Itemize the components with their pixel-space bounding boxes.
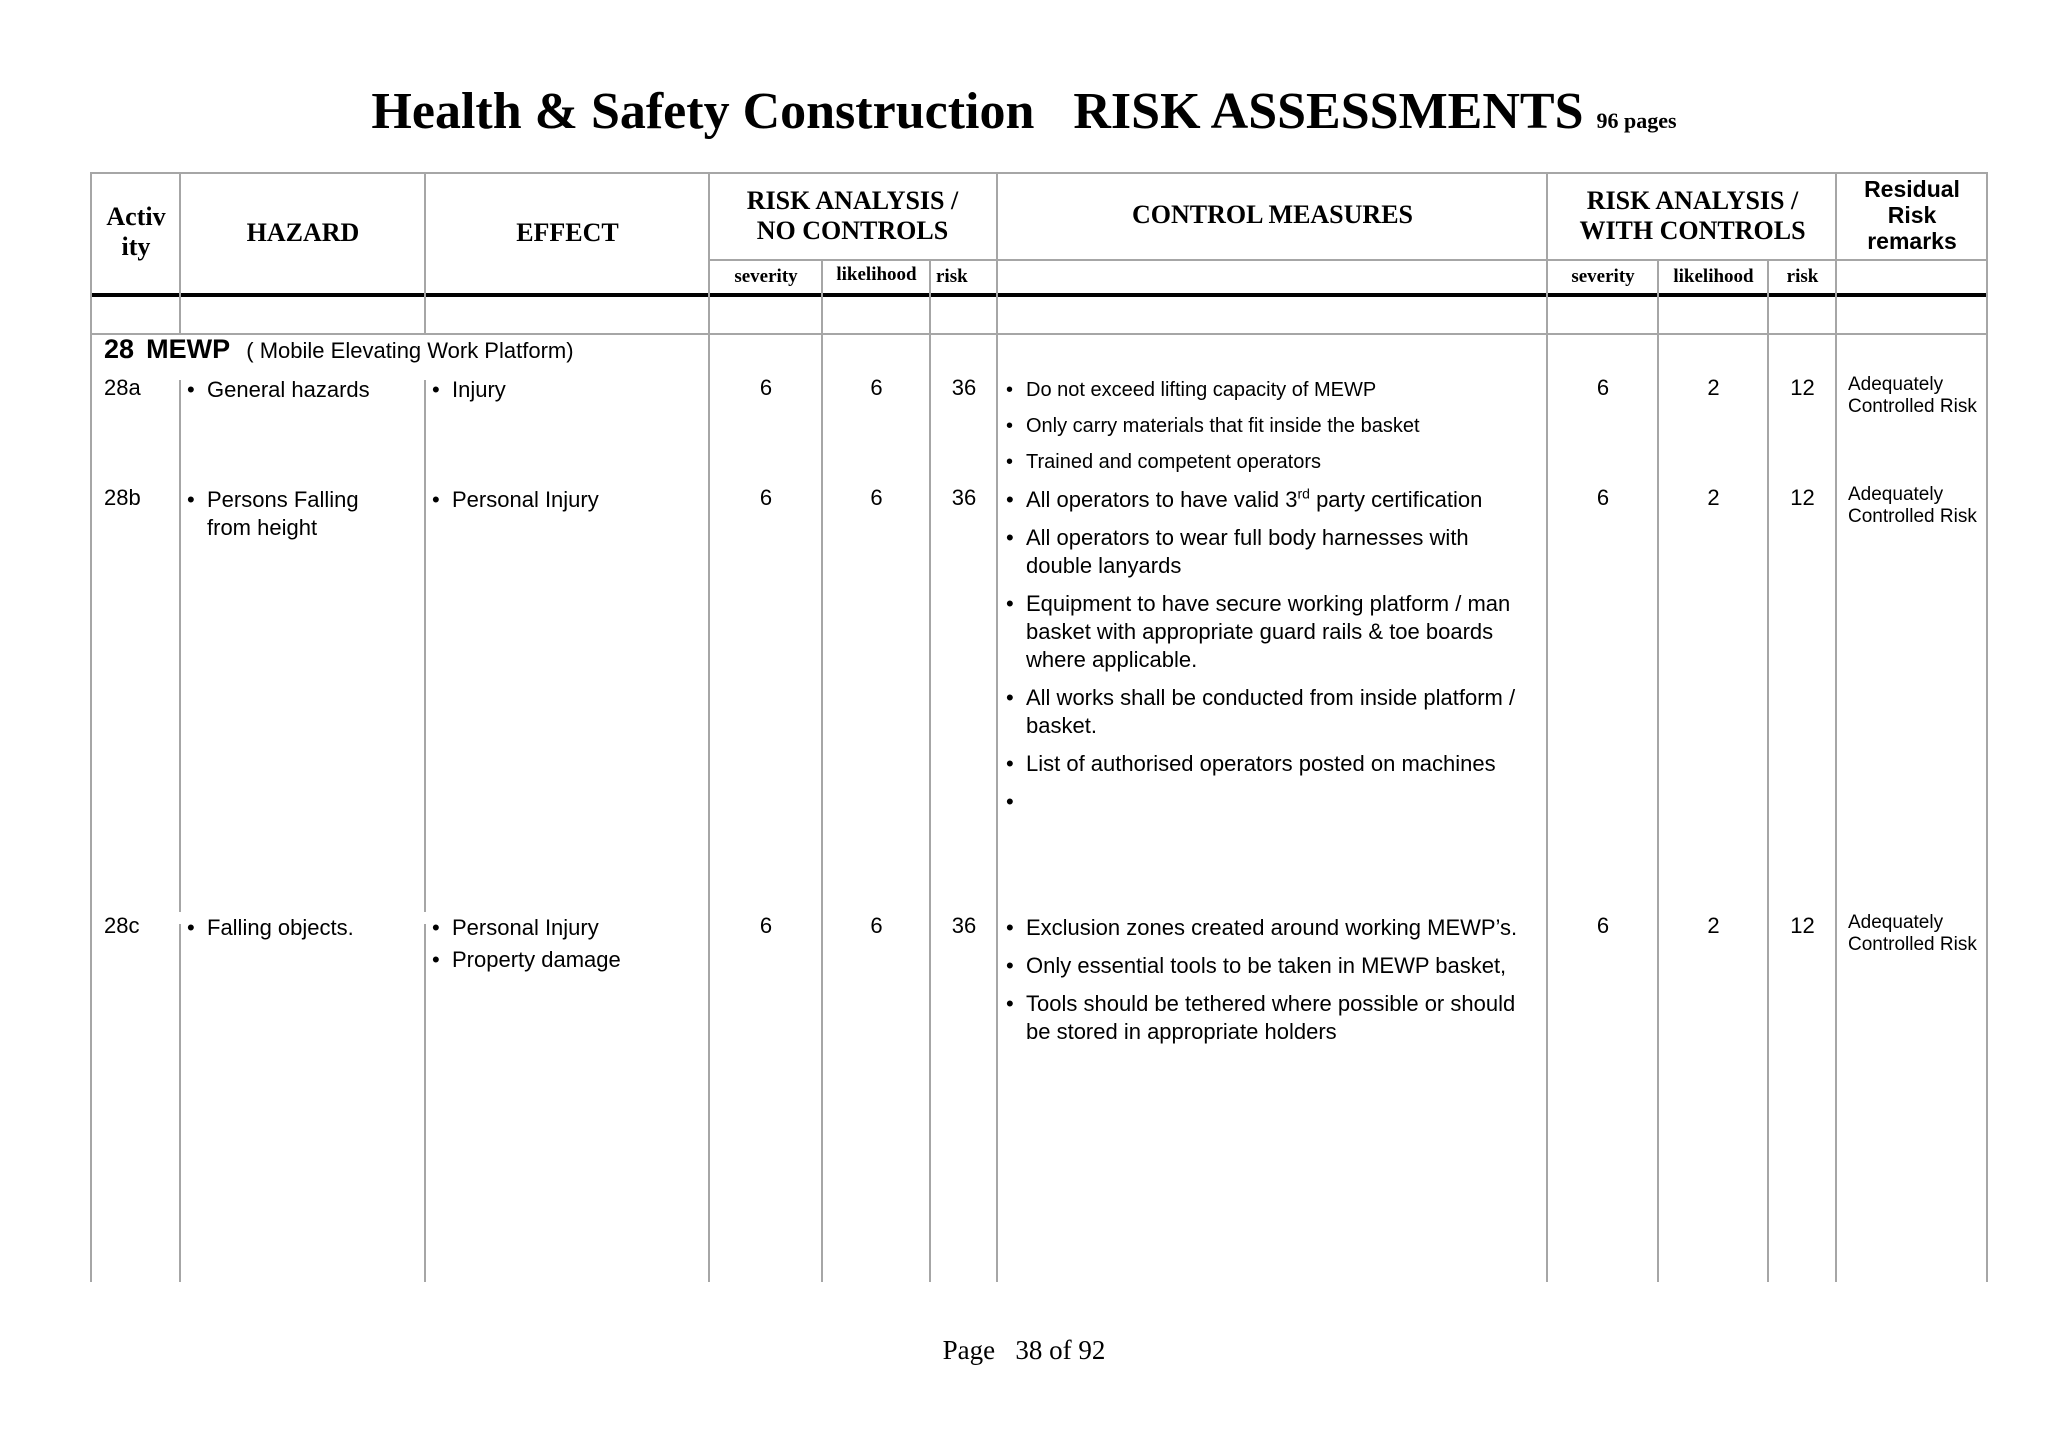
residual-remark: Adequately Controlled Risk	[1848, 484, 1977, 527]
section-name: MEWP	[146, 334, 231, 364]
likelihood-after-value: 2	[1707, 485, 1720, 510]
residual-remark: Adequately Controlled Risk	[1848, 912, 1977, 955]
hazard-item: • Persons Falling from height	[187, 486, 407, 542]
likelihood-after-value: 2	[1707, 375, 1720, 400]
header-risk-with-controls: RISK ANALYSIS / WITH CONTROLS	[1579, 186, 1806, 245]
subheader-severity: severity	[734, 266, 798, 287]
control-measures-list	[1006, 914, 1536, 1056]
control-measure: • All operators to have valid 3rd party certification	[1006, 486, 1536, 514]
risk-assessment-table	[90, 172, 1988, 1282]
section-number: 28	[104, 334, 135, 364]
activity-id: 28a	[104, 375, 141, 400]
risk-value: 36	[951, 375, 977, 400]
risk-value: 36	[951, 913, 977, 938]
effect-item: • Property damage	[432, 946, 702, 974]
risk-value: 36	[951, 485, 977, 510]
control-measure: • Only essential tools to be taken in MEWP basket,	[1006, 952, 1536, 980]
subheader-divider	[708, 259, 1988, 261]
subheader-likelihood-after: likelihood	[1673, 266, 1754, 287]
severity-after-value: 6	[1596, 485, 1610, 510]
effect-list	[432, 486, 702, 514]
severity-value: 6	[759, 485, 773, 510]
severity-after-value: 6	[1596, 375, 1610, 400]
col-line-risk-after	[1835, 172, 1837, 1282]
activity-id: 28c	[104, 913, 140, 938]
col-line-activity-top	[179, 172, 181, 334]
control-measure: • List of authorised operators posted on machines	[1006, 750, 1536, 778]
subheader-risk: risk	[936, 266, 968, 287]
col-line-severity	[821, 259, 823, 1282]
hazard-list	[187, 376, 419, 404]
page-footer: Page 38 of 92	[942, 1335, 1106, 1365]
subheader-severity-after: severity	[1571, 266, 1635, 287]
col-line-activity-lower	[179, 924, 181, 1282]
control-measure: • Tools should be tethered where possible or should be stored in appropriate holders	[1006, 990, 1536, 1046]
section-description: ( Mobile Elevating Work Platform)	[246, 338, 574, 363]
effect-list	[432, 914, 702, 974]
hazard-list	[187, 914, 419, 942]
risk-after-value: 12	[1790, 913, 1815, 938]
subheader-likelihood: likelihood	[836, 264, 917, 285]
col-line-severity-after	[1657, 259, 1659, 1282]
effect-item: • Personal Injury	[432, 914, 702, 942]
title-pages: 96 pages	[1596, 108, 1677, 133]
col-line-right	[1986, 172, 1988, 1282]
header-bottom-rule	[90, 293, 1988, 297]
effect-item: • Personal Injury	[432, 486, 702, 514]
col-line-effect	[708, 172, 710, 1282]
table-top-border	[90, 172, 1988, 174]
page-title	[0, 82, 2048, 141]
header-risk-no-controls: RISK ANALYSIS / NO CONTROLS	[746, 186, 959, 245]
control-measure: • Equipment to have secure working platform / man basket with appropriate guard rails & toe boards where applicable.	[1006, 590, 1536, 674]
hazard-item: • General hazards	[187, 376, 419, 404]
control-measure: • Only carry materials that fit inside the basket	[1006, 412, 1536, 440]
risk-after-value: 12	[1790, 375, 1815, 400]
col-line-left	[90, 172, 92, 1282]
section-heading	[104, 335, 574, 365]
effect-item: • Injury	[432, 376, 702, 404]
severity-after-value: 6	[1596, 913, 1610, 938]
likelihood-value: 6	[870, 375, 883, 400]
control-measures-list	[1006, 486, 1536, 826]
severity-value: 6	[759, 375, 773, 400]
col-line-hazard	[424, 380, 426, 1282]
col-line-hazard-top	[424, 172, 426, 334]
header-residual-remarks: Residual Risk remarks	[1864, 176, 1960, 254]
header-control-measures: CONTROL MEASURES	[1132, 200, 1413, 229]
effect-list	[432, 376, 702, 404]
control-measure: • All operators to wear full body harnesses with double lanyards	[1006, 524, 1536, 580]
col-line-controls	[1546, 172, 1548, 1282]
control-measure: • Trained and competent operators	[1006, 448, 1536, 476]
col-line-likelihood-after	[1767, 259, 1769, 1282]
hazard-item: • Falling objects.	[187, 914, 419, 942]
col-line-risk	[996, 172, 998, 1282]
header-effect: EFFECT	[516, 218, 619, 247]
likelihood-value: 6	[870, 913, 883, 938]
control-measure: • Do not exceed lifting capacity of MEWP	[1006, 376, 1536, 404]
activity-id: 28b	[104, 485, 141, 510]
control-measure: • All works shall be conducted from inside platform / basket.	[1006, 684, 1536, 740]
likelihood-value: 6	[870, 485, 883, 510]
likelihood-after-value: 2	[1707, 913, 1720, 938]
col-line-likelihood	[929, 259, 931, 1282]
residual-remark: Adequately Controlled Risk	[1848, 374, 1977, 417]
control-measures-list	[1006, 376, 1536, 484]
header-activity: Activ ity	[106, 202, 166, 261]
severity-value: 6	[759, 913, 773, 938]
subheader-risk-after: risk	[1786, 266, 1819, 287]
risk-after-value: 12	[1790, 485, 1815, 510]
title-main: Health & Safety Construction RISK ASSESSMENTS	[371, 83, 1584, 140]
control-measure	[1006, 788, 1536, 816]
control-measure: • Exclusion zones created around working MEWP’s.	[1006, 914, 1536, 942]
hazard-list	[187, 486, 407, 542]
header-hazard: HAZARD	[246, 218, 360, 247]
